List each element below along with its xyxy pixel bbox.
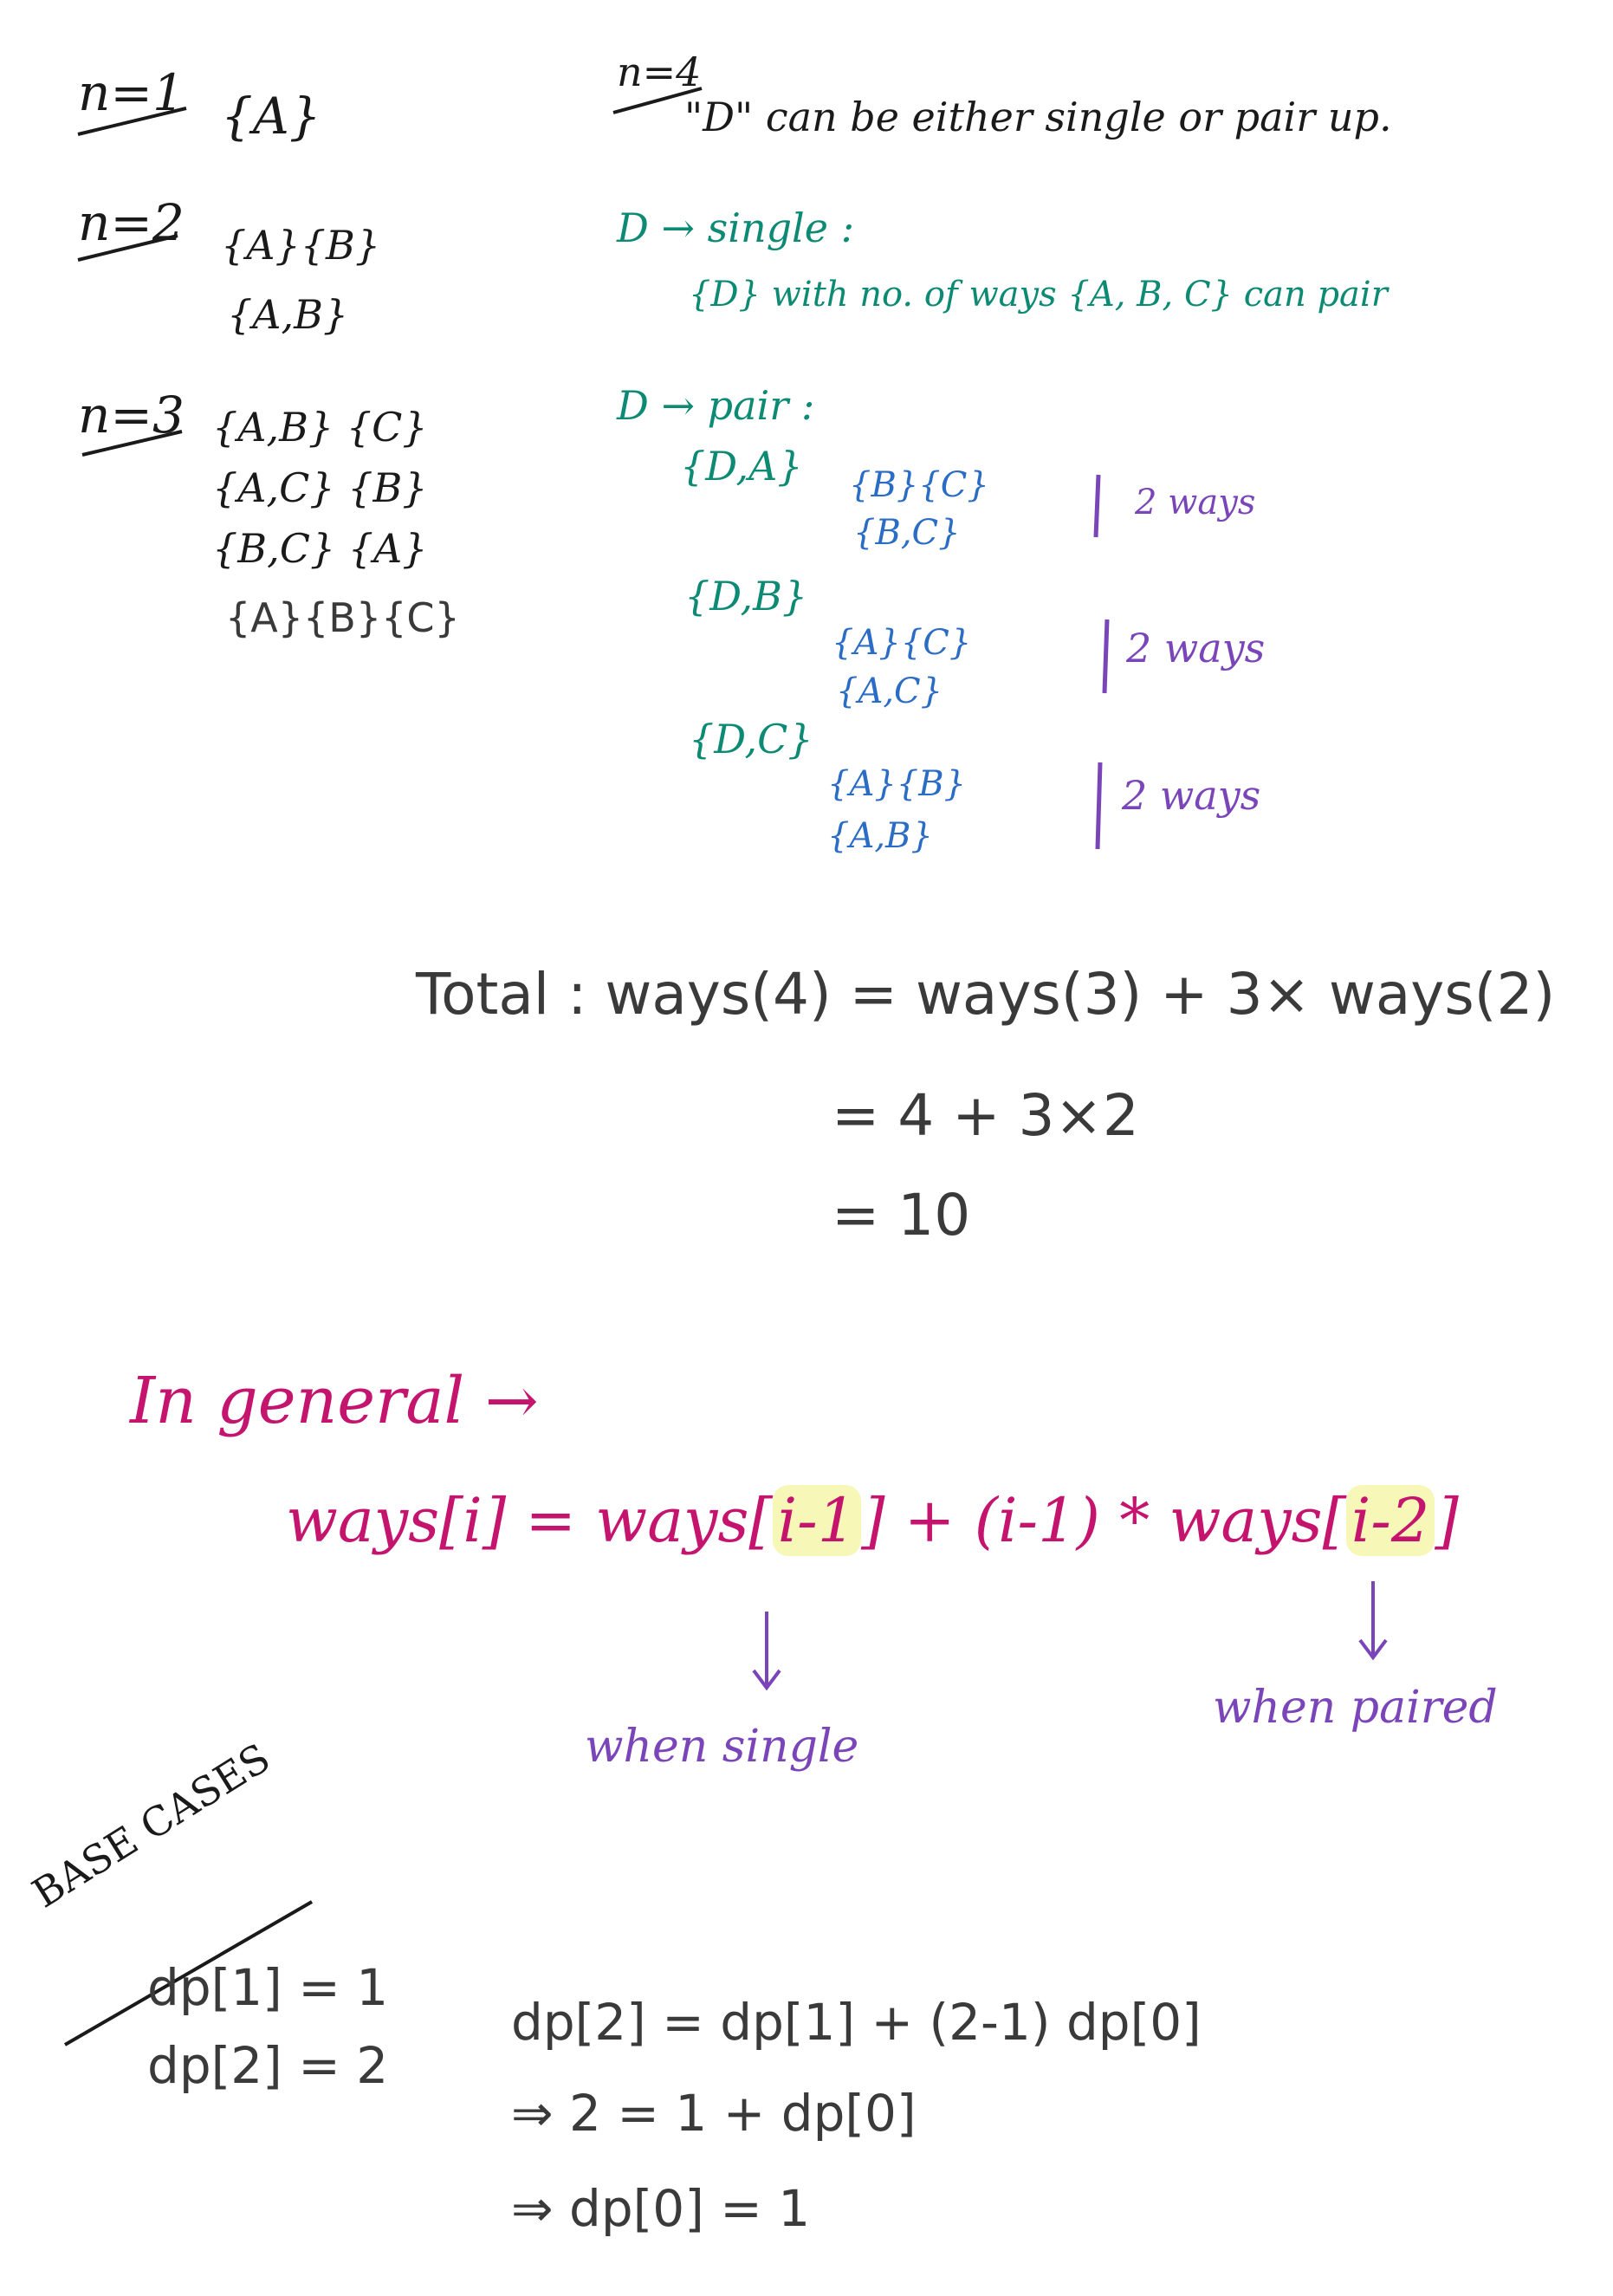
total-line-3: = 10 <box>832 1182 971 1249</box>
pair-rest: {A}{B} <box>827 764 967 804</box>
pair-set: {D,B} <box>684 573 808 619</box>
case-n4-label: n=4 <box>617 49 702 95</box>
d-single-heading: D → single : <box>617 204 855 251</box>
derivation-line: ⇒ dp[0] = 1 <box>511 2179 811 2238</box>
case-n1-label: n=1 <box>78 63 185 122</box>
case-n2-set: {A,B} <box>227 291 349 338</box>
pair-set: {D,C} <box>689 716 813 762</box>
formula-start: ways[i] = ways[ <box>286 1485 773 1556</box>
bar-ways-1 <box>1096 475 1098 537</box>
case-n2-label: n=2 <box>78 193 185 252</box>
case-n3-set: {A,C} {B} <box>212 464 428 511</box>
base-cases-heading: BASE CASES <box>23 1734 278 1917</box>
general-formula <box>286 1485 1459 1556</box>
case-n1-set: {A} <box>221 87 321 146</box>
pair-set: {D,A} <box>680 443 803 490</box>
case-n2-set: {A}{B} <box>221 222 381 269</box>
arrow-down-paired-icon <box>1360 1581 1386 1657</box>
pair-rest: {A}{C} <box>832 623 972 663</box>
case-n3-label: n=3 <box>78 386 185 444</box>
total-line-2: = 4 + 3×2 <box>832 1082 1139 1149</box>
derivation-line: ⇒ 2 = 1 + dp[0] <box>511 2084 917 2143</box>
pair-ways: 2 ways <box>1126 625 1266 671</box>
note-when-paired: when paired <box>1213 1682 1498 1734</box>
pair-rest: {A,B} <box>827 816 933 856</box>
case-n3-set: {A}{B}{C} <box>225 594 460 641</box>
base-case-line: dp[2] = 2 <box>147 2036 389 2095</box>
base-case-line: dp[1] = 1 <box>147 1958 389 2017</box>
note-when-single: when single <box>585 1721 859 1773</box>
case-n3-set: {A,B} {C} <box>212 404 428 451</box>
d-single-text: {D} with no. of ways {A, B, C} can pair <box>689 275 1388 315</box>
pair-ways: 2 ways <box>1135 483 1256 522</box>
derivation-line: dp[2] = dp[1] + (2-1) dp[0] <box>511 1993 1202 2052</box>
total-line-1: Total : ways(4) = ways(3) + 3× ways(2) <box>416 961 1556 1028</box>
formula-end: ] <box>1435 1485 1459 1556</box>
bar-ways-3 <box>1098 762 1100 849</box>
pair-rest: {B}{C} <box>849 465 989 505</box>
d-pair-heading: D → pair : <box>617 382 815 429</box>
pair-rest: {A,C} <box>836 671 943 711</box>
arrow-down-single-icon <box>754 1612 780 1688</box>
formula-mid: ] + (i-1) * ways[ <box>861 1485 1346 1556</box>
pair-rest: {B,C} <box>853 513 961 553</box>
pair-ways: 2 ways <box>1122 772 1261 819</box>
bar-ways-2 <box>1104 619 1107 693</box>
formula-term-i-minus-2: i-2 <box>1346 1485 1435 1556</box>
general-heading: In general → <box>130 1364 539 1438</box>
formula-term-i-minus-1: i-1 <box>773 1485 862 1556</box>
case-n3-set: {B,C} {A} <box>212 525 428 572</box>
n4-intro: "D" can be either single or pair up. <box>684 94 1392 140</box>
